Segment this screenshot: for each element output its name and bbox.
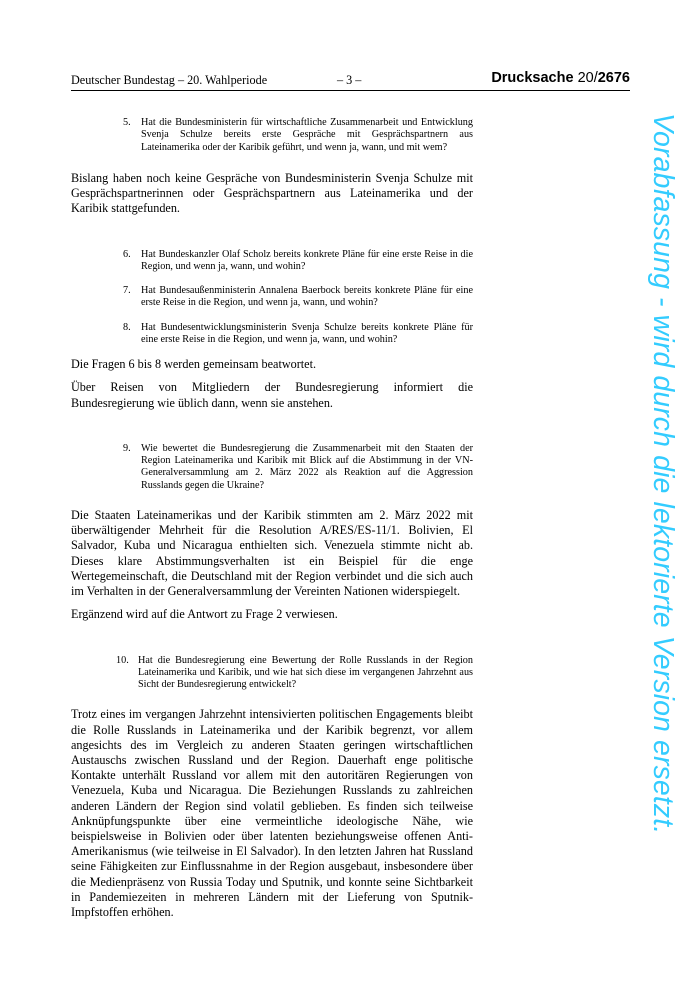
question-text: Wie bewertet die Bundesregierung die Zusammenarbeit mit den Staaten der Region Lateinamerika und Karibik mit Blick auf die Abstimmung in der VN-Generalversammlung am 2. März 2022 als Reaktion auf die Aggression Russlands gegen die Ukraine? (141, 442, 473, 491)
page-number: – 3 – (337, 73, 362, 87)
question-number: 5. (123, 117, 131, 128)
answer-9-reference: Ergänzend wird auf die Antwort zu Frage 2 verwiesen. (71, 607, 338, 622)
document-label: Drucksache (491, 70, 574, 86)
document-number-value: 2676 (597, 70, 630, 86)
question-8 (123, 322, 473, 347)
question-text: Hat Bundesentwicklungsministerin Svenja Schulze bereits konkrete Pläne für eine erste Reise in die Region, und wenn ja, wann, und wohin? (141, 321, 473, 345)
document-body (71, 117, 473, 920)
watermark-text: Vorabfassung - wird durch die lektorierte Version ersetzt. (647, 113, 679, 835)
question-text: Hat die Bundesministerin für wirtschaftliche Zusammenarbeit und Entwicklung Svenja Schulze bereits erste Gespräche mit Gesprächspartnern aus Lateinamerika oder der Karibik geführt, und wenn ja, wann, und mit wem? (141, 117, 473, 153)
question-number: 10. (116, 654, 129, 666)
header-rule (71, 90, 630, 91)
document-number-prefix: 20/ (577, 70, 598, 86)
document-number (491, 70, 630, 86)
question-6 (123, 249, 473, 274)
question-text: Hat Bundesaußenministerin Annalena Baerbock bereits konkrete Pläne für eine erste Reise in die Region, und wenn ja, wann, und wohin? (141, 285, 473, 309)
parliament-period: Deutscher Bundestag – 20. Wahlperiode (71, 73, 268, 87)
question-number: 6. (123, 248, 131, 260)
answer-6-8: Über Reisen von Mitgliedern der Bundesregierung informiert die Bundesregierung wie üblich dann, wenn sie anstehen. (71, 380, 473, 410)
question-text: Hat Bundeskanzler Olaf Scholz bereits konkrete Pläne für eine erste Reise in die Region, und wenn ja, wann, und wohin? (141, 248, 473, 272)
answer-6-8-intro: Die Fragen 6 bis 8 werden gemeinsam beatwortet. (71, 357, 317, 372)
question-7 (123, 285, 473, 310)
draft-watermark (646, 113, 686, 883)
question-9 (123, 443, 473, 492)
question-5 (123, 117, 473, 154)
answer-10: Trotz eines im vergangen Jahrzehnt intensivierten politischen Engagements bleibt die Rolle Russlands in Lateinamerika und der Karibik begrenzt, vor allem angesichts des im Vergleich zu anderen Staaten geringen wirtschaftlichen Austauschs zwischen Russland und der Region. Dauerhaft enge politische Kontakte unterhält Russland vor allem mit den autoritären Regierungen von Venezuela, Kuba und Nicaragua. Die Beziehungen Russlands zu zahlreichen anderen Ländern der Region sind volatil geblieben. Es finden sich teilweise Anknüpfungspunkte über eine vermeintliche ideologische Nähe, wie beispielsweise in Bolivien oder über latenten beziehungsweise offenen Anti-Amerikanismus (wie teilweise in El Salvador). In den letzten Jahren hat Russland seine Fähigkeiten zur Einflussnahme in der Region ausgebaut, insbesondere über die Medienpräsenz von Russia Today und Sputnik, und konnte seine Sichtbarkeit in Pandemiezeiten in mehreren Ländern mit der Lieferung von Sputnik-Impfstoffen erhöhen. (71, 707, 473, 920)
answer-5: Bislang haben noch keine Gespräche von Bundesministerin Svenja Schulze mit Gesprächspartnerinnen oder Gesprächspartnern aus Lateinamerika und der Karibik stattgefunden. (71, 170, 473, 216)
page-header (71, 72, 630, 90)
question-number: 9. (123, 442, 131, 454)
question-text: Hat die Bundesregierung eine Bewertung der Rolle Russlands in der Region Lateinamerika und Karibik, und wie hat sich diese im vergangenen Jahrzehnt aus Sicht der Bundesregierung entwickelt? (138, 654, 473, 691)
question-10 (116, 655, 473, 692)
question-number: 8. (123, 321, 131, 333)
question-number: 7. (123, 285, 131, 297)
answer-9: Die Staaten Lateinamerikas und der Karibik stimmten am 2. März 2022 mit überwältigender Mehrheit für die Resolution A/RES/ES-11/1. Bolivien, El Salvador, Kuba und Nicaragua enthielten sich. Venezuela stimmte nicht ab. Dieses klare Abstimmungsverhalten ist ein Beispiel für die enge Wertegemeinschaft, die Deutschland mit der Region verbindet und die sich auch im Verhalten in der Generalversammlung der Vereinten Nationen widerspiegelt. (71, 508, 473, 599)
